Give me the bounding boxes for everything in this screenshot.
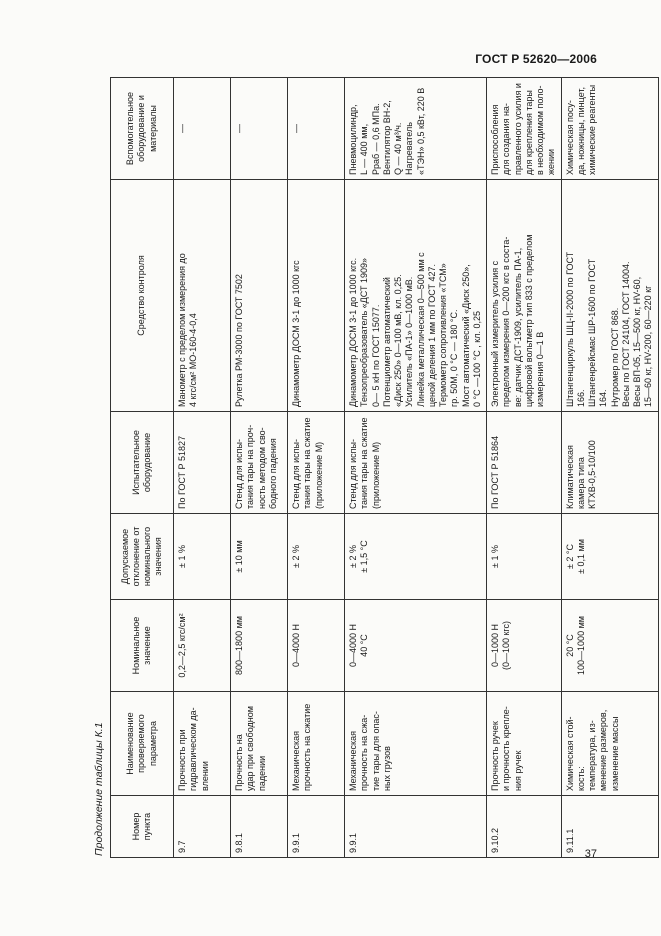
cell-parameter: Прочность на удар при свободном падении xyxy=(231,692,288,796)
cell-nominal: 0—4000 Н xyxy=(288,600,345,692)
col-header-number: Номер пункта xyxy=(111,796,174,858)
cell-aux: Приспособления для создания на- правленного усилия и для крепления тары в необходимом поло- жении xyxy=(487,78,562,180)
cell-control: Рулетка РМ-3000 по ГОСТ 7502 xyxy=(231,180,288,412)
table-row xyxy=(345,78,487,858)
cell-control: Манометр с пределом измерения до 4 кгс/см² МО-160-4-0,4 xyxy=(174,180,231,412)
cell-control: Динамометр ДОСМ 3-1 до 1000 кгс. Тензопреобразователь «ДСТ 1909» 0— 5 кН по ГОСТ 15077. Потенциометр автоматический «Диск 250» 0—100 мВ, кл. 0,25. Усилитель «ПА-1» 0—1000 мВ. Линейка металлическая 0—500 мм с ценой деления 1 мм по ГОСТ 427. Термометр сопротивления «ТСМ» гр. 50М, 0 °С — 180 °С. Мост автоматический «Диск 250», 0 °С —100 °С , кл. 0,25 xyxy=(345,180,487,412)
col-header-parameter: Наименование проверяемого параметра xyxy=(111,692,174,796)
cell-nominal: 800—1800 мм xyxy=(231,600,288,692)
cell-tolerance: ± 1 % xyxy=(487,514,562,600)
cell-parameter: Прочность при гидравлическом да- влении xyxy=(174,692,231,796)
table-row xyxy=(561,78,658,858)
cell-control: Динамометр ДОСМ 3-1 до 1000 кгс xyxy=(288,180,345,412)
cell-number: 9.9.1 xyxy=(345,796,487,858)
continuation-table xyxy=(110,77,659,858)
cell-tolerance: ± 2 °С ± 0,1 мм xyxy=(561,514,658,600)
table-row xyxy=(288,78,345,858)
cell-equipment: Стенд для испы- тания тары на сжатие (приложение М) xyxy=(288,412,345,514)
page-number: 37 xyxy=(584,848,597,860)
standard-header: ГОСТ Р 52620—2006 xyxy=(475,52,597,66)
col-header-control: Средство контроля xyxy=(111,180,174,412)
cell-parameter: Механическая прочность на сжатие xyxy=(288,692,345,796)
cell-tolerance: ± 2 % ± 1,5 °С xyxy=(345,514,487,600)
cell-aux: Пневмоцилиндр, L — 400 мм, Pраб — 0,6 МПа. Вентилятор ВН-2, Q — 40 м³/ч. Нагреватель «ТЭН» 0,5 кВт, 220 В xyxy=(345,78,487,180)
cell-number: 9.11.1 xyxy=(561,796,658,858)
cell-tolerance: ± 1 % xyxy=(174,514,231,600)
cell-aux: — xyxy=(174,78,231,180)
cell-number: 9.10.2 xyxy=(487,796,562,858)
cell-aux: — xyxy=(231,78,288,180)
table-caption: Продолжение таблицы К.1 xyxy=(93,722,105,856)
cell-control: Электронный измеритель усилия с пределом измерения 0—200 кгс в соста- ве: датчик ДСТ-1909, усилитель ПА-1, цифровой вольтметр тип 833 с пределом измерения 0—1 В xyxy=(487,180,562,412)
cell-nominal: 0—1000 Н (0—100 кгс) xyxy=(487,600,562,692)
cell-tolerance: ± 2 % xyxy=(288,514,345,600)
cell-control: Штангенциркуль ШЦ-II-2000 по ГОСТ 166. Штангенрейсмас ШР-1600 по ГОСТ 164. Нутромер по ГОСТ 868. Весы по ГОСТ 24104, ГОСТ 14004. Весы ВП-05, 15—500 кг, НV-60, 15—60 кг, НV-200, 60—220 кг xyxy=(561,180,658,412)
table-header-row xyxy=(111,78,174,858)
table-row xyxy=(174,78,231,858)
cell-equipment: По ГОСТ Р 51864 xyxy=(487,412,562,514)
cell-equipment: Климатическая камера типа КТХВ-0,5-10/100 xyxy=(561,412,658,514)
cell-number: 9.9.1 xyxy=(288,796,345,858)
col-header-tolerance: Допускаемое отклонение от номинального значения xyxy=(111,514,174,600)
cell-parameter: Прочность ручек и прочность крепле- ния ручек xyxy=(487,692,562,796)
cell-nominal: 0,2—2,5 кгс/см² xyxy=(174,600,231,692)
cell-number: 9.8.1 xyxy=(231,796,288,858)
cell-number: 9.7 xyxy=(174,796,231,858)
table-row xyxy=(231,78,288,858)
col-header-aux: Вспомогательное оборудование и материалы xyxy=(111,78,174,180)
cell-parameter: Химическая стой- кость: температура, из- менение размеров, изменение массы xyxy=(561,692,658,796)
table-row xyxy=(487,78,562,858)
cell-equipment: По ГОСТ Р 51827 xyxy=(174,412,231,514)
cell-nominal: 20 °С 100—1000 мм xyxy=(561,600,658,692)
col-header-nominal: Номинальное значение xyxy=(111,600,174,692)
cell-tolerance: ± 10 мм xyxy=(231,514,288,600)
cell-equipment: Стенд для испы- тания тары на проч- ность методом сво- бодного падения xyxy=(231,412,288,514)
cell-parameter: Механическая прочность на сжа- тие тары для опас- ных грузов xyxy=(345,692,487,796)
col-header-equipment: Испытательное оборудование xyxy=(111,412,174,514)
cell-equipment: Стенд для испы- тания тары на сжатие (приложение М) xyxy=(345,412,487,514)
cell-aux: Химическая посу- да, ножницы, пинцет, химические реагенты xyxy=(561,78,658,180)
cell-aux: — xyxy=(288,78,345,180)
cell-nominal: 0—4000 Н 40 °С xyxy=(345,600,487,692)
